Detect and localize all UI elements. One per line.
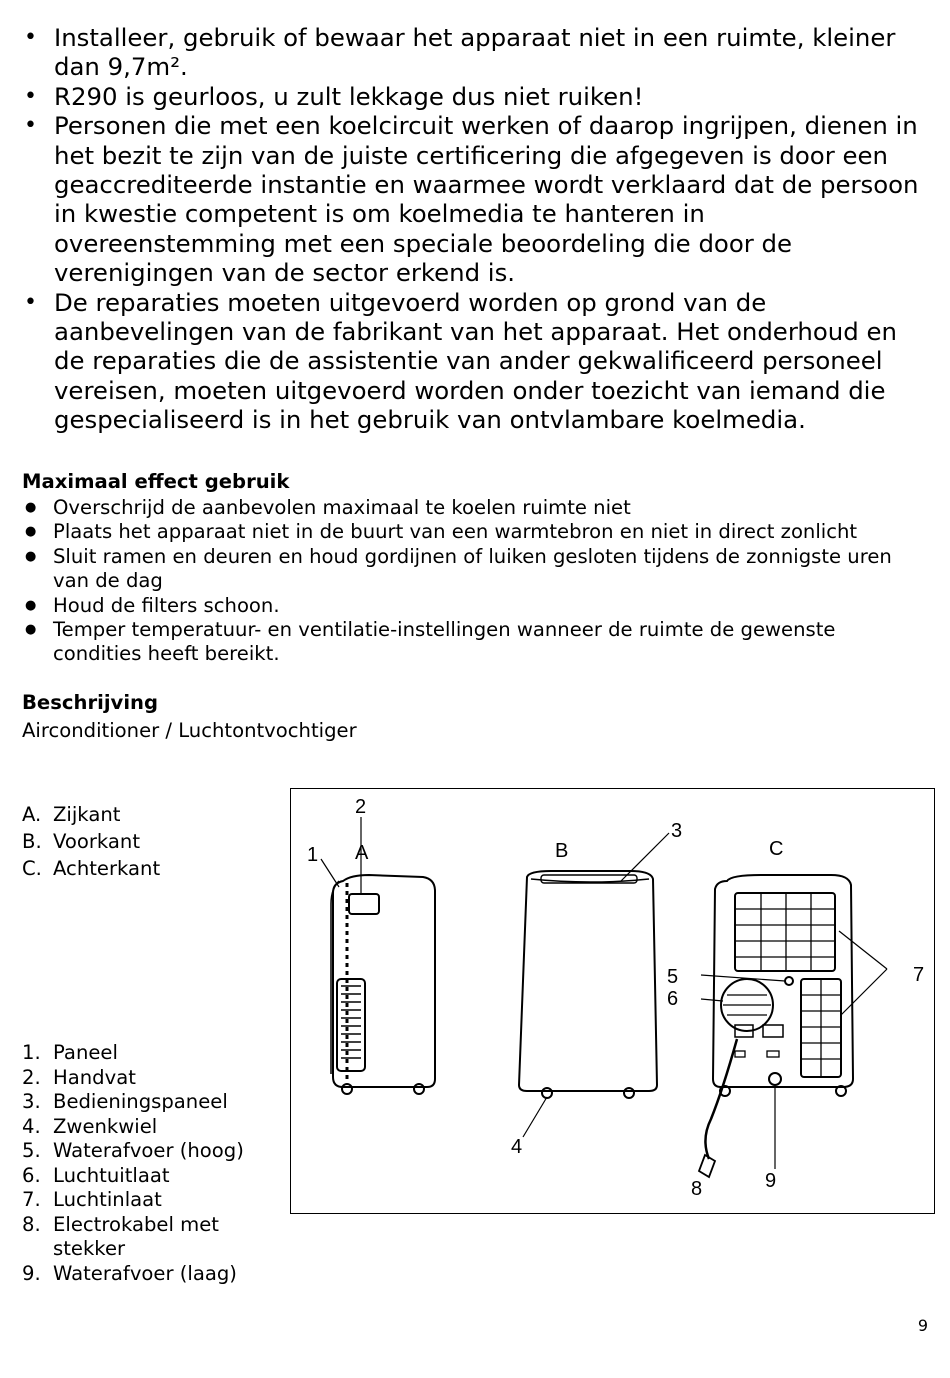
view-letter-b: B: [555, 840, 569, 862]
list-item: ● Overschrijd de aanbevolen maximaal te koelen ruimte niet: [22, 496, 927, 520]
list-item: ● Plaats het apparaat niet in de buurt van een warmtebron en niet in direct zonlicht: [22, 520, 927, 544]
list-item: • Personen die met een koelcircuit werken of daarop ingrijpen, dienen in het bezit te zijn van de juiste certificering die afgegeven is door een geaccrediteerde instantie en waarmee wordt verklaard dat de persoon in kwestie competent is om koelmedia te hanteren in overeenstemming met een speciale beoordeling die door de verenigingen van de sector erkend is.: [22, 111, 927, 287]
item-number: 5.: [22, 1139, 41, 1162]
item-label: Voorkant: [53, 830, 141, 853]
item-label: Bedieningspaneel: [53, 1090, 228, 1113]
side-view-unit: [331, 875, 435, 1094]
item-label: Luchtinlaat: [53, 1188, 162, 1211]
item-label: Zwenkwiel: [53, 1114, 158, 1138]
list-item: [22, 1139, 284, 1164]
item-number: A.: [22, 803, 42, 826]
parts-list: [22, 1041, 284, 1286]
section-heading-effect: Maximaal effect gebruik: [22, 470, 290, 493]
list-item: [22, 1262, 284, 1287]
effect-bullet-list: [22, 496, 927, 667]
callout-8: 8: [691, 1178, 703, 1200]
callout-4: 4: [511, 1136, 523, 1158]
list-item: • R290 is geurloos, u zult lekkage dus niet ruiken!: [22, 82, 927, 111]
list-item: [22, 1090, 284, 1115]
callout-5: 5: [667, 966, 679, 988]
back-view-unit: [699, 875, 853, 1177]
page-number: 9: [917, 1316, 928, 1335]
list-item: [22, 1188, 284, 1213]
callout-7: 7: [913, 964, 925, 986]
front-view-unit: [519, 871, 657, 1098]
item-number: 3.: [22, 1090, 41, 1113]
item-number: 8.: [22, 1212, 41, 1236]
callout-6: 6: [667, 988, 679, 1010]
callout-leaders: [321, 817, 887, 1169]
item-label: Luchtuitlaat: [53, 1163, 170, 1187]
item-number: B.: [22, 830, 42, 853]
list-item: [22, 1115, 284, 1140]
item-label: Electrokabel met stekker: [53, 1212, 219, 1260]
item-label: Zijkant: [53, 803, 121, 826]
item-label: Waterafvoer (laag): [53, 1261, 237, 1285]
safety-bullet-list: [22, 23, 927, 435]
list-item: [22, 1164, 284, 1189]
item-number: 1.: [22, 1041, 41, 1064]
section-heading-description: Beschrijving: [22, 691, 159, 714]
view-letter-a: A: [355, 842, 369, 864]
item-number: 6.: [22, 1163, 41, 1187]
item-label: Waterafvoer (hoog): [53, 1139, 244, 1162]
view-letter-c: C: [769, 838, 784, 860]
callout-2: 2: [355, 796, 367, 818]
item-number: 4.: [22, 1114, 41, 1138]
description-subtitle: Airconditioner / Luchtontvochtiger: [22, 719, 357, 742]
list-item: • De reparaties moeten uitgevoerd worden op grond van de aanbevelingen van de fabrikant van het apparaat. Het onderhoud en de reparaties die de assistentie van ander gekwalificeerd personeel vereisen, moeten uitgevoerd worden onder toezicht van iemand die gespecialiseerd is in het gebruik van ontvlambare koelmedia.: [22, 288, 927, 435]
list-item: [22, 1213, 284, 1262]
list-item: [22, 1066, 284, 1091]
item-number: C.: [22, 857, 42, 880]
callout-1: 1: [307, 844, 319, 866]
list-item: [22, 1041, 284, 1066]
item-label: Achterkant: [53, 857, 161, 880]
views-list: [22, 801, 160, 882]
list-item: [22, 828, 160, 855]
item-number: 7.: [22, 1188, 41, 1211]
product-diagram: [290, 788, 935, 1214]
list-item: [22, 801, 160, 828]
list-item: • Installeer, gebruik of bewaar het apparaat niet in een ruimte, kleiner dan 9,7m².: [22, 23, 927, 82]
item-number: 9.: [22, 1261, 41, 1285]
list-item: ● Sluit ramen en deuren en houd gordijnen of luiken gesloten tijdens de zonnigste uren van de dag: [22, 545, 927, 594]
list-item: ● Temper temperatuur- en ventilatie-instellingen wanneer de ruimte de gewenste condities heeft bereikt.: [22, 618, 927, 667]
diagram-drawing: [291, 789, 936, 1215]
item-label: Paneel: [53, 1041, 118, 1064]
list-item: [22, 855, 160, 882]
list-item: ● Houd de filters schoon.: [22, 594, 927, 618]
item-number: 2.: [22, 1065, 41, 1089]
callout-9: 9: [765, 1170, 777, 1192]
item-label: Handvat: [53, 1065, 136, 1089]
callout-3: 3: [671, 820, 683, 842]
